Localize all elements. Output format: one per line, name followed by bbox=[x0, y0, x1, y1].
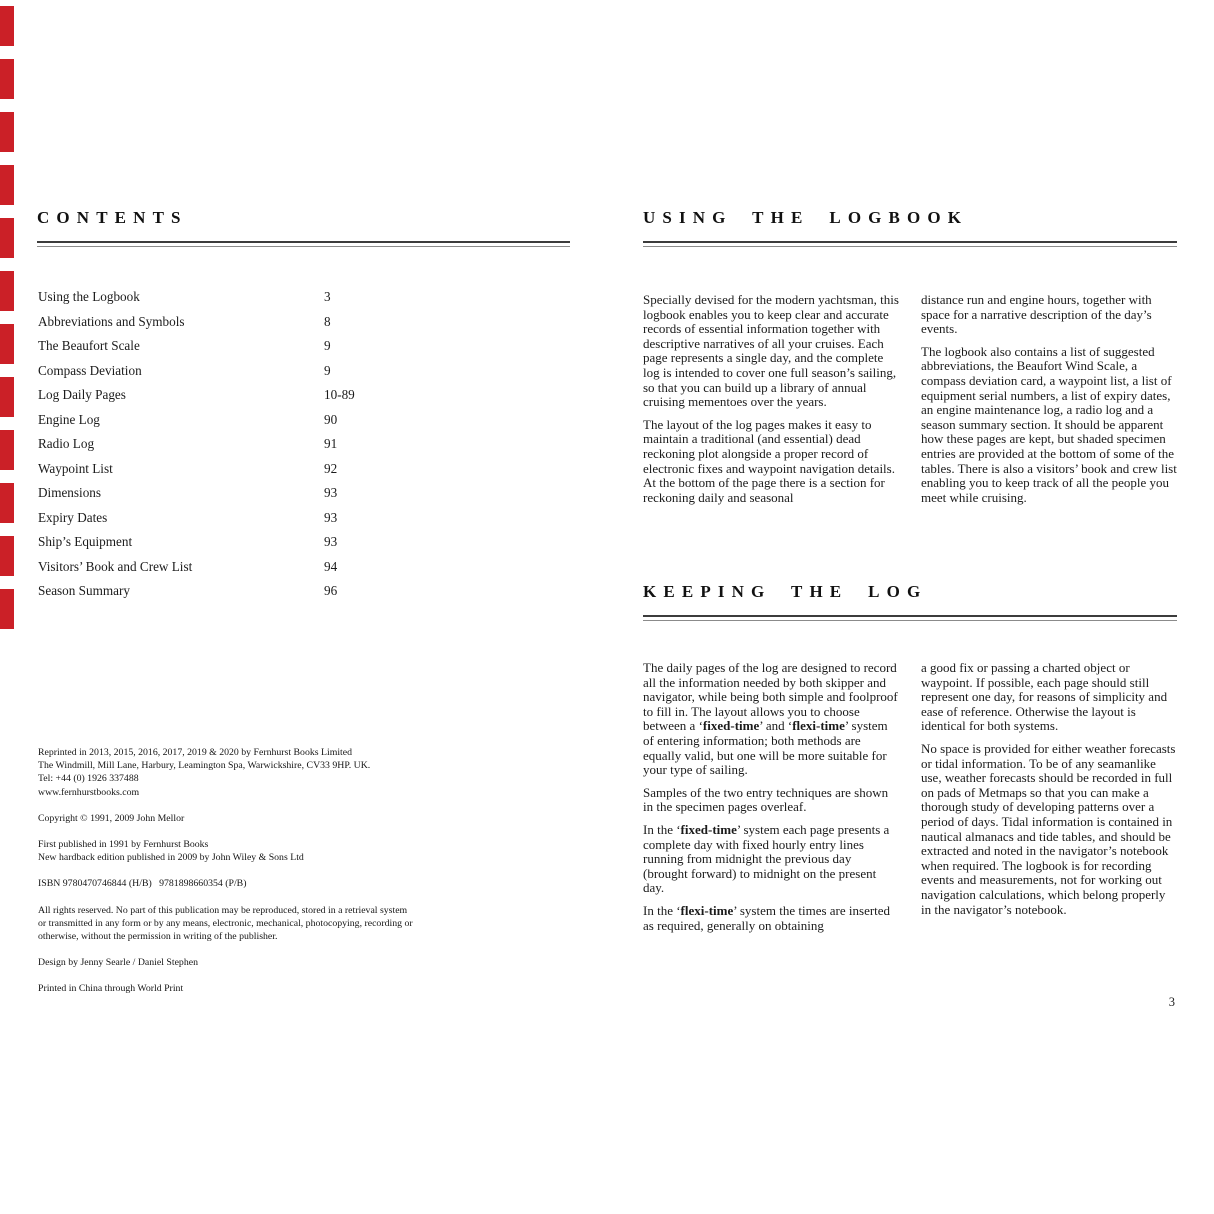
toc-entry-page: 9 bbox=[324, 362, 331, 378]
toc-entry-page: 3 bbox=[324, 289, 331, 304]
text-columns bbox=[643, 661, 1177, 941]
toc-entry-label: Ship’s Equipment bbox=[38, 534, 133, 549]
body-paragraph: In the ‘fixed-time’ system each page presents a complete day with fixed hourly entry lines running from midnight the previous day (brought forward) to midnight on the present day. bbox=[643, 821, 890, 896]
imprint-line: The Windmill, Mill Lane, Harbury, Leamington Spa, Warwickshire, CV33 9HP. UK. bbox=[38, 760, 371, 772]
imprint-line: Design by Jenny Searle / Daniel Stephen bbox=[38, 957, 198, 969]
toc-entry-page: 90 bbox=[324, 411, 338, 427]
toc-entry-page: 91 bbox=[324, 436, 338, 451]
toc-entry-page: 9 bbox=[324, 338, 331, 353]
toc-row bbox=[38, 510, 570, 535]
imprint-line: New hardback edition published in 2009 by John Wiley & Sons Ltd bbox=[38, 852, 304, 864]
title-rule bbox=[37, 241, 570, 247]
imprint-paragraph bbox=[38, 877, 413, 890]
toc-row bbox=[38, 412, 570, 437]
imprint-line: All rights reserved. No part of this publication may be reproduced, stored in a retrieval system bbox=[38, 904, 408, 916]
contents-page bbox=[37, 208, 570, 995]
imprint-line: Tel: +44 (0) 1926 337488 bbox=[38, 773, 139, 785]
imprint-line: or transmitted in any form or by any means, electronic, mechanical, photocopying, recording or bbox=[38, 917, 413, 929]
toc-entry-label: Abbreviations and Symbols bbox=[38, 313, 185, 329]
toc-row bbox=[38, 559, 570, 584]
page-number: 3 bbox=[1168, 995, 1175, 1009]
toc-row bbox=[38, 436, 570, 461]
page-edge-marks bbox=[0, 6, 14, 642]
toc-row bbox=[38, 461, 570, 486]
imprint-paragraph bbox=[38, 956, 413, 969]
edge-tab-mark bbox=[0, 430, 14, 470]
edge-tab-mark bbox=[0, 483, 14, 523]
toc-entry-page: 8 bbox=[324, 313, 331, 329]
edge-tab-mark bbox=[0, 536, 14, 576]
title-rule bbox=[643, 615, 1177, 621]
toc-row bbox=[38, 583, 570, 608]
toc-entry-label: Engine Log bbox=[38, 411, 100, 427]
imprint-line: Reprinted in 2013, 2015, 2016, 2017, 2019 & 2020 by Fernhurst Books Limited bbox=[38, 747, 353, 758]
body-paragraph: The layout of the log pages makes it easy to maintain a traditional (and essential) dead reckoning plot alongside a proper record of electronic fixes and waypoint navigation details. At the bottom of the page there is a section for reckoning daily and seasonal bbox=[643, 416, 895, 505]
toc-row bbox=[38, 387, 570, 412]
imprint-line: Copyright © 1991, 2009 John Mellor bbox=[38, 812, 185, 824]
text-column-right bbox=[921, 293, 1177, 513]
toc-row bbox=[38, 338, 570, 363]
toc-entry-page: 10-89 bbox=[324, 387, 355, 402]
body-paragraph: Specially devised for the modern yachtsman, this logbook enables you to keep clear and accurate records of essential information together with descriptive narratives of all your cruises. Each page represents a single day, and the complete log is intended to cover one full season’s sailing, so that you can build up a library of annual cruising mementoes over the years. bbox=[643, 292, 899, 410]
text-columns bbox=[643, 293, 1177, 513]
toc-entry-label: Visitors’ Book and Crew List bbox=[38, 558, 193, 574]
imprint-block bbox=[38, 746, 413, 1009]
toc-entry-label: Compass Deviation bbox=[38, 362, 142, 378]
edge-tab-mark bbox=[0, 165, 14, 205]
body-paragraph: distance run and engine hours, together with space for a narrative description of the day’s events. bbox=[921, 292, 1152, 337]
toc-entry-page: 93 bbox=[324, 534, 338, 549]
toc-entry-page: 93 bbox=[324, 509, 338, 525]
toc-entry-page: 93 bbox=[324, 485, 338, 500]
toc-entry-label: Using the Logbook bbox=[38, 289, 140, 304]
section-title: KEEPING THE LOG bbox=[643, 582, 928, 601]
body-paragraph: Samples of the two entry techniques are shown in the specimen pages overleaf. bbox=[643, 784, 889, 815]
edge-tab-mark bbox=[0, 59, 14, 99]
imprint-line: www.fernhurstbooks.com bbox=[38, 786, 140, 798]
edge-tab-mark bbox=[0, 324, 14, 364]
imprint-paragraph bbox=[38, 904, 413, 944]
edge-tab-mark bbox=[0, 271, 14, 311]
imprint-line: ISBN 9780470746844 (H/B) 9781898660354 (P/B) bbox=[38, 878, 247, 890]
section-using-the-logbook bbox=[643, 208, 1177, 505]
toc-row bbox=[38, 534, 570, 559]
body-paragraph: No space is provided for either weather forecasts or tidal information. To be of any seamanlike use, weather forecasts should be recorded in full on pads of Metmaps so that you can make a thorough study of developing patterns over a period of days. Tidal information is contained in nautical almanacs and tide tables, and should be extracted and noted in the navigator’s notebook when required. The logbook is for recording events and measurements, not for working out navigation calculations, which belong properly in the navigator’s notebook. bbox=[921, 740, 1176, 917]
toc-list bbox=[38, 289, 570, 608]
imprint-paragraph bbox=[38, 812, 413, 825]
body-paragraph: The logbook also contains a list of suggested abbreviations, the Beaufort Wind Scale, a compass deviation card, a waypoint list, a list of equipment serial numbers, a list of expiry dates, an engine maintenance log, a radio log and a season summary section. It should be apparent how these pages are kept, but shaded specimen entries are provided at the bottom of some of the tables. There is also a visitors’ book and crew list enabling you to keep track of all the people you meet while cruising. bbox=[921, 343, 1177, 505]
edge-tab-mark bbox=[0, 6, 14, 46]
toc-row bbox=[38, 289, 570, 314]
imprint-paragraph bbox=[38, 746, 413, 799]
imprint-paragraph bbox=[38, 838, 413, 864]
edge-tab-mark bbox=[0, 112, 14, 152]
text-column-left bbox=[643, 293, 899, 513]
toc-entry-label: Season Summary bbox=[38, 583, 130, 598]
imprint-line: otherwise, without the permission in writing of the publisher. bbox=[38, 931, 278, 943]
title-rule bbox=[643, 241, 1177, 247]
toc-entry-label: The Beaufort Scale bbox=[38, 338, 140, 353]
toc-entry-page: 92 bbox=[324, 460, 338, 476]
toc-entry-label: Log Daily Pages bbox=[38, 387, 126, 402]
text-column-left bbox=[643, 661, 899, 941]
edge-tab-mark bbox=[0, 377, 14, 417]
imprint-paragraph bbox=[38, 982, 413, 995]
edge-tab-mark bbox=[0, 218, 14, 258]
section-title: USING THE LOGBOOK bbox=[643, 208, 969, 227]
toc-entry-label: Radio Log bbox=[38, 436, 95, 451]
toc-row bbox=[38, 363, 570, 388]
page-title: CONTENTS bbox=[37, 208, 188, 227]
section-keeping-the-log bbox=[643, 582, 1177, 933]
imprint-line: Printed in China through World Print bbox=[38, 983, 184, 995]
text-column-right bbox=[921, 661, 1177, 941]
body-paragraph: In the ‘flexi-time’ system the times are inserted as required, generally on obtaining bbox=[643, 902, 891, 933]
edge-tab-mark bbox=[0, 589, 14, 629]
body-paragraph: a good fix or passing a charted object or waypoint. If possible, each page should still represent one day, for reasons of simplicity and ease of reference. Otherwise the layout is identical for both systems. bbox=[921, 660, 1168, 734]
imprint-line: First published in 1991 by Fernhurst Books bbox=[38, 839, 209, 851]
toc-entry-label: Expiry Dates bbox=[38, 509, 108, 525]
toc-row bbox=[38, 314, 570, 339]
toc-entry-page: 96 bbox=[324, 583, 338, 598]
toc-entry-label: Dimensions bbox=[38, 485, 102, 500]
body-paragraph: The daily pages of the log are designed to record all the information needed by both skipper and navigator, while being both simple and foolproof to fill in. The layout allows you to choose between a ‘fixed-time’ and ‘flexi-time’ system of entering information; both methods are equally valid, but one will be more suitable for your type of sailing. bbox=[643, 660, 898, 778]
toc-row bbox=[38, 485, 570, 510]
toc-entry-page: 94 bbox=[324, 558, 338, 574]
toc-entry-label: Waypoint List bbox=[38, 460, 113, 476]
